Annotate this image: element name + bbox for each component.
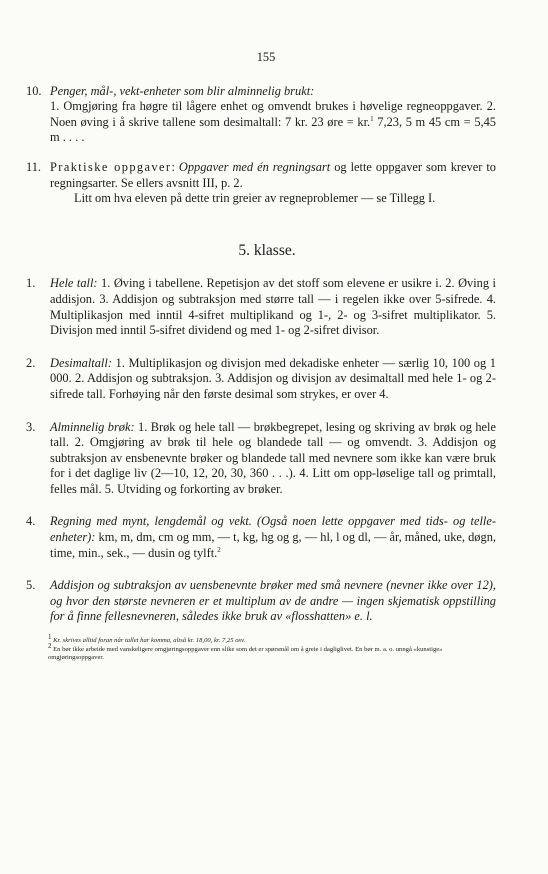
topic-whole-numbers bbox=[26, 276, 496, 338]
item-number: 4. bbox=[26, 514, 36, 529]
item-title: Desimaltall: bbox=[50, 355, 112, 370]
footnote-ref: 1 bbox=[370, 114, 374, 123]
footnote-mark: 1 bbox=[48, 633, 52, 642]
section-10 bbox=[26, 84, 496, 146]
item-number: 1. bbox=[26, 276, 36, 291]
item-text: 1. Brøk og hele tall — brøkbegrepet, lesing og skriving av brøk og hele tall. 2. Omgjøring av brøk til hele og blandede tall — og omvendt. 3. Addisjon og subtraksjon av ensbenevnte brøker og blandede tall med nevnere som ikke kan være bruk for i det daglige liv (2—10, 12, 20, 30, 360 . . .). 4. Litt om opp-løselige tall og primtall, felles mål. 5. Utviding og forkorting av brøker. bbox=[50, 419, 496, 496]
item-title: Alminnelig brøk: bbox=[50, 419, 135, 434]
item-text: 1. Omgjøring fra høgre til lågere enhet og omvendt brukes i høvelige regneoppgaver. 2. Noen øving i å skrive tallene som desimaltall: 7 kr. 23 øre = kr. bbox=[50, 99, 496, 129]
topic-decimals bbox=[26, 356, 496, 403]
item-title: Regning med mynt, lengdemål og vekt. (Også noen lette oppgaver med tids- og telle-enheter): bbox=[50, 514, 496, 545]
section-11 bbox=[26, 160, 496, 207]
item-lead: Praktiske oppgaver bbox=[50, 159, 172, 174]
class-heading: 5. klasse. bbox=[238, 241, 296, 259]
page-number: 155 bbox=[256, 50, 276, 64]
topic-units bbox=[26, 514, 496, 561]
item-text: og lette oppgaver som krever to regningsarter. Se ellers avsnitt III, p. 2. bbox=[50, 159, 496, 190]
footnote-ref: 2 bbox=[217, 545, 221, 554]
item-text: km, m, dm, cm og mm, — t, kg, hg og g, — hl, l og dl, — år, måned, uke, døgn, time, min., sek., — dusin og tylft. bbox=[50, 530, 496, 560]
topic-fractions bbox=[26, 420, 496, 498]
item-title: Oppgaver med én regningsart bbox=[178, 159, 331, 174]
item-number: 3. bbox=[26, 419, 36, 434]
footnote-text: En bør ikke arbeide med vanskeligere omgjøringsoppgaver enn slike som det er spørsmål om å greie i dagliglivet. En bør m. a. o. unngå «kunstige» omgjøringsoppgaver. bbox=[48, 645, 443, 662]
item-text: 1. Multiplikasjon og divisjon med dekadiske enheter — særlig 10, 100 og 1 000. 2. Addisjon og subtraksjon. 3. Addisjon og divisjon av desimaltall med hele 1- og 2-sifrede tall. Forhøying når den første desimal som strykes, er over 4. bbox=[50, 355, 496, 401]
item-colon: : bbox=[171, 159, 179, 174]
footnote-mark: 2 bbox=[48, 641, 52, 650]
item-paragraph: Litt om hva eleven på dette trin greier av regneproblemer — se Tillegg I. bbox=[74, 191, 436, 206]
footnote bbox=[48, 633, 496, 646]
footnotes bbox=[26, 633, 496, 663]
item-title: Penger, mål-, vekt-enheter som blir alminnelig brukt: bbox=[50, 83, 315, 98]
item-title: Addisjon og subtraksjon av uensbenevnte brøker med små nevnere (nevner ikke over 12), og hvor den største nevneren er et multiplum av de andre — ingen skjematisk oppstilling for å finne fellesnevneren, således ikke bruk av «flosshatten» e. l. bbox=[50, 578, 496, 624]
document-page bbox=[26, 50, 496, 663]
footnote-text: Kr. skrives alltid foran når tallet har komma, altså kr. 18,00, kr. 7,25 osv. bbox=[53, 637, 246, 645]
item-number: 10. bbox=[26, 83, 42, 98]
topic-unlike-fractions bbox=[26, 578, 496, 625]
item-number: 5. bbox=[26, 578, 36, 593]
item-title: Hele tall: bbox=[50, 276, 98, 291]
item-number: 2. bbox=[26, 355, 36, 370]
item-text: 1. Øving i tabellene. Repetisjon av det stoff som elevene er usikre i. 2. Øving i addisjon. 3. Addisjon og subtraksjon med større tall — i regelen ikke over 5-sifrede. 4. Multiplikasjon med inntil 4-sifret multiplikand og 1-, 2- og 3-sifret multiplikator. 5. Divisjon med inntil 5-sifret dividend og med 1- og 2-sifret divisor. bbox=[50, 276, 496, 338]
item-text-cont: 7,23, 5 m 45 cm = 5,45 m . . . . bbox=[50, 114, 497, 145]
item-number: 11. bbox=[26, 159, 42, 174]
